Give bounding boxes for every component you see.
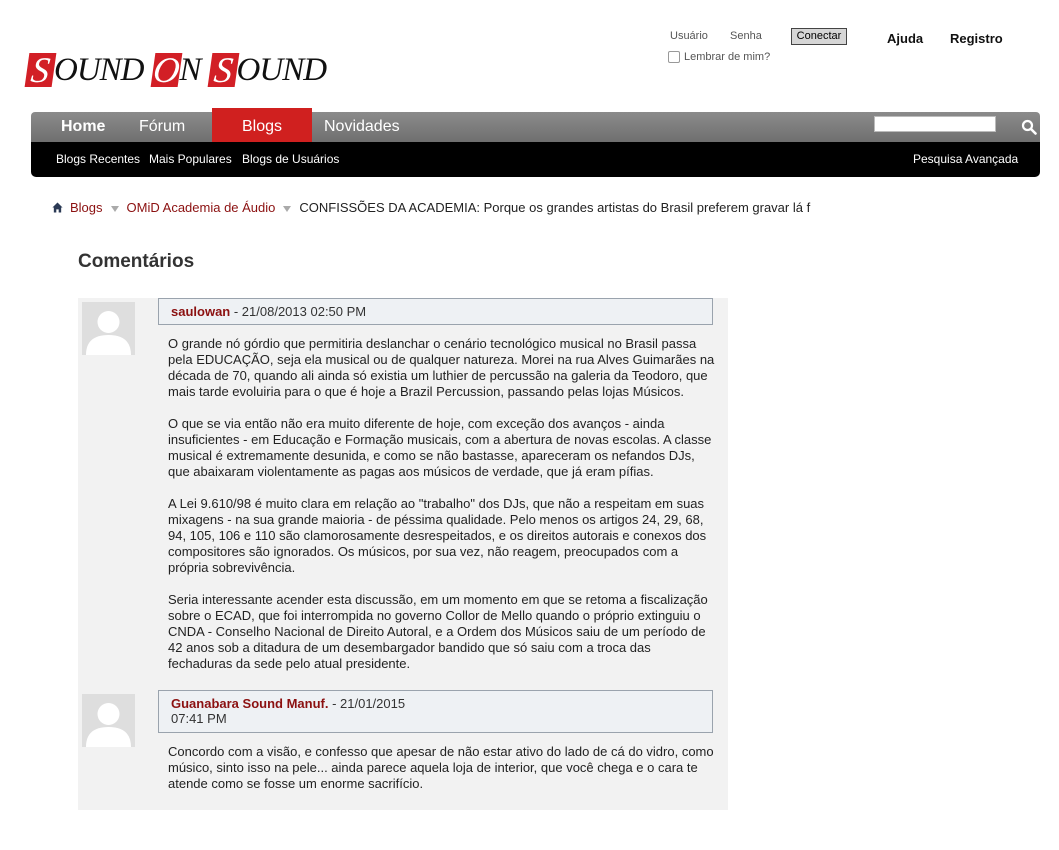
subnav-most-popular[interactable]: Mais Populares	[149, 152, 232, 166]
tab-home[interactable]: Home	[61, 118, 106, 135]
user-placeholder-icon	[82, 302, 135, 355]
remember-checkbox[interactable]	[668, 51, 680, 63]
tab-news[interactable]: Novidades	[324, 118, 400, 135]
comment-item	[78, 690, 728, 810]
comment-meta	[158, 690, 713, 733]
breadcrumb-blogs[interactable]: Blogs	[70, 200, 103, 215]
password-field[interactable]: Senha	[730, 30, 762, 42]
site-logo[interactable]: S OUND O N S OUND	[27, 52, 335, 88]
tab-forum[interactable]: Fórum	[139, 118, 186, 135]
comment-body	[168, 336, 718, 688]
breadcrumb-separator-icon	[283, 206, 291, 212]
sub-navbar	[31, 142, 1040, 177]
search-icon[interactable]	[1021, 119, 1037, 135]
comment-author[interactable]: Guanabara Sound Manuf.	[171, 696, 329, 711]
comment-paragraph: Concordo com a visão, e confesso que apesar de não estar ativo do lado de cá do vidro, como músico, sinto isso na pele... ainda parece aquela loja de interior, que você chega e o cara te atende como se fosse um enorme sacrifício.	[168, 744, 714, 791]
username-field[interactable]: Usuário	[670, 30, 708, 42]
comment-paragraph: A Lei 9.610/98 é muito clara em relação ao "trabalho" dos DJs, que não a respeitam em suas mixagens - na sua grande maioria - de péssima qualidade. Pelo menos os artigos 24, 29, 68, 94, 105, 106 e 110 são clamorosamente desrespeitados, e os direitos autorais e conexos dos compositores são ignorados. Os músicos, por sua vez, não reagem, preocupados com a própria sobrevivência.	[168, 496, 707, 575]
comment-paragraph: O grande nó górdio que permitiria deslanchar o cenário tecnológico musical no Brasil passa pela EDUCAÇÃO, seja ela musical ou de qualquer natureza. Morei na rua Alves Guimarães na década de 70, quando ali ainda só existia um luthier de percussão na galeria da Teodoro, que mais tarde evoluiria para o que é hoje a Brazil Percussion, passando pelas lojas Músicos.	[168, 336, 715, 399]
breadcrumb-separator-icon	[111, 206, 119, 212]
breadcrumb	[52, 200, 810, 215]
user-placeholder-icon	[82, 694, 135, 747]
comments-title: Comentários	[78, 251, 195, 272]
comment-time: 07:41 PM	[171, 711, 227, 726]
comment-paragraph: O que se via então não era muito diferente de hoje, com exceção dos avanços - ainda insuficientes - em Educação e Formação musicais, com a abertura de novas escolas. A classe musical é extremamente desunida, e como se não bastasse, apareceram os nefandos DJs, que abaixaram violentamente as pagas aos músicos de verdade, que já eram pífias.	[168, 416, 712, 479]
subnav-recent-blogs[interactable]: Blogs Recentes	[56, 152, 141, 166]
comment-author[interactable]: saulowan	[171, 304, 231, 319]
avatar[interactable]	[82, 694, 135, 747]
comment-paragraph: Seria interessante acender esta discussão, em um momento em que se retoma a fiscalização sobre o ECAD, que foi interrompida no governo Collor de Mello quando o próprio extinguiu o CNDA - Conselho Nacional de Direito Autoral, e a Ordem dos Músicos saiu de um período de 42 anos sob a ditadura de um desembargador bandido que só saiu com a troca das fechaduras da sede pelo atual presidente.	[168, 592, 708, 671]
remember-label: Lembrar de mim?	[684, 51, 771, 63]
breadcrumb-current: CONFISSÕES DA ACADEMIA: Porque os grandes artistas do Brasil preferem gravar lá f	[299, 200, 811, 215]
tab-blogs[interactable]: Blogs	[212, 108, 312, 142]
subnav-user-blogs[interactable]: Blogs de Usuários	[242, 152, 340, 166]
search-input[interactable]	[874, 116, 996, 132]
login-button[interactable]: Conectar	[791, 28, 847, 45]
register-link[interactable]: Registro	[950, 31, 1003, 46]
comment-item	[78, 298, 728, 690]
comment-date: - 21/08/2013 02:50 PM	[230, 304, 367, 319]
remember-me[interactable]	[668, 51, 770, 63]
breadcrumb-omid[interactable]: OMiD Academia de Áudio	[126, 200, 276, 215]
avatar[interactable]	[82, 302, 135, 355]
main-navbar	[31, 112, 1040, 142]
comment-body	[168, 744, 718, 808]
help-link[interactable]: Ajuda	[887, 31, 924, 46]
home-icon[interactable]	[52, 202, 63, 213]
advanced-search-link[interactable]: Pesquisa Avançada	[913, 152, 1019, 166]
comment-date: - 21/01/2015	[328, 696, 406, 711]
comment-meta	[158, 298, 713, 325]
